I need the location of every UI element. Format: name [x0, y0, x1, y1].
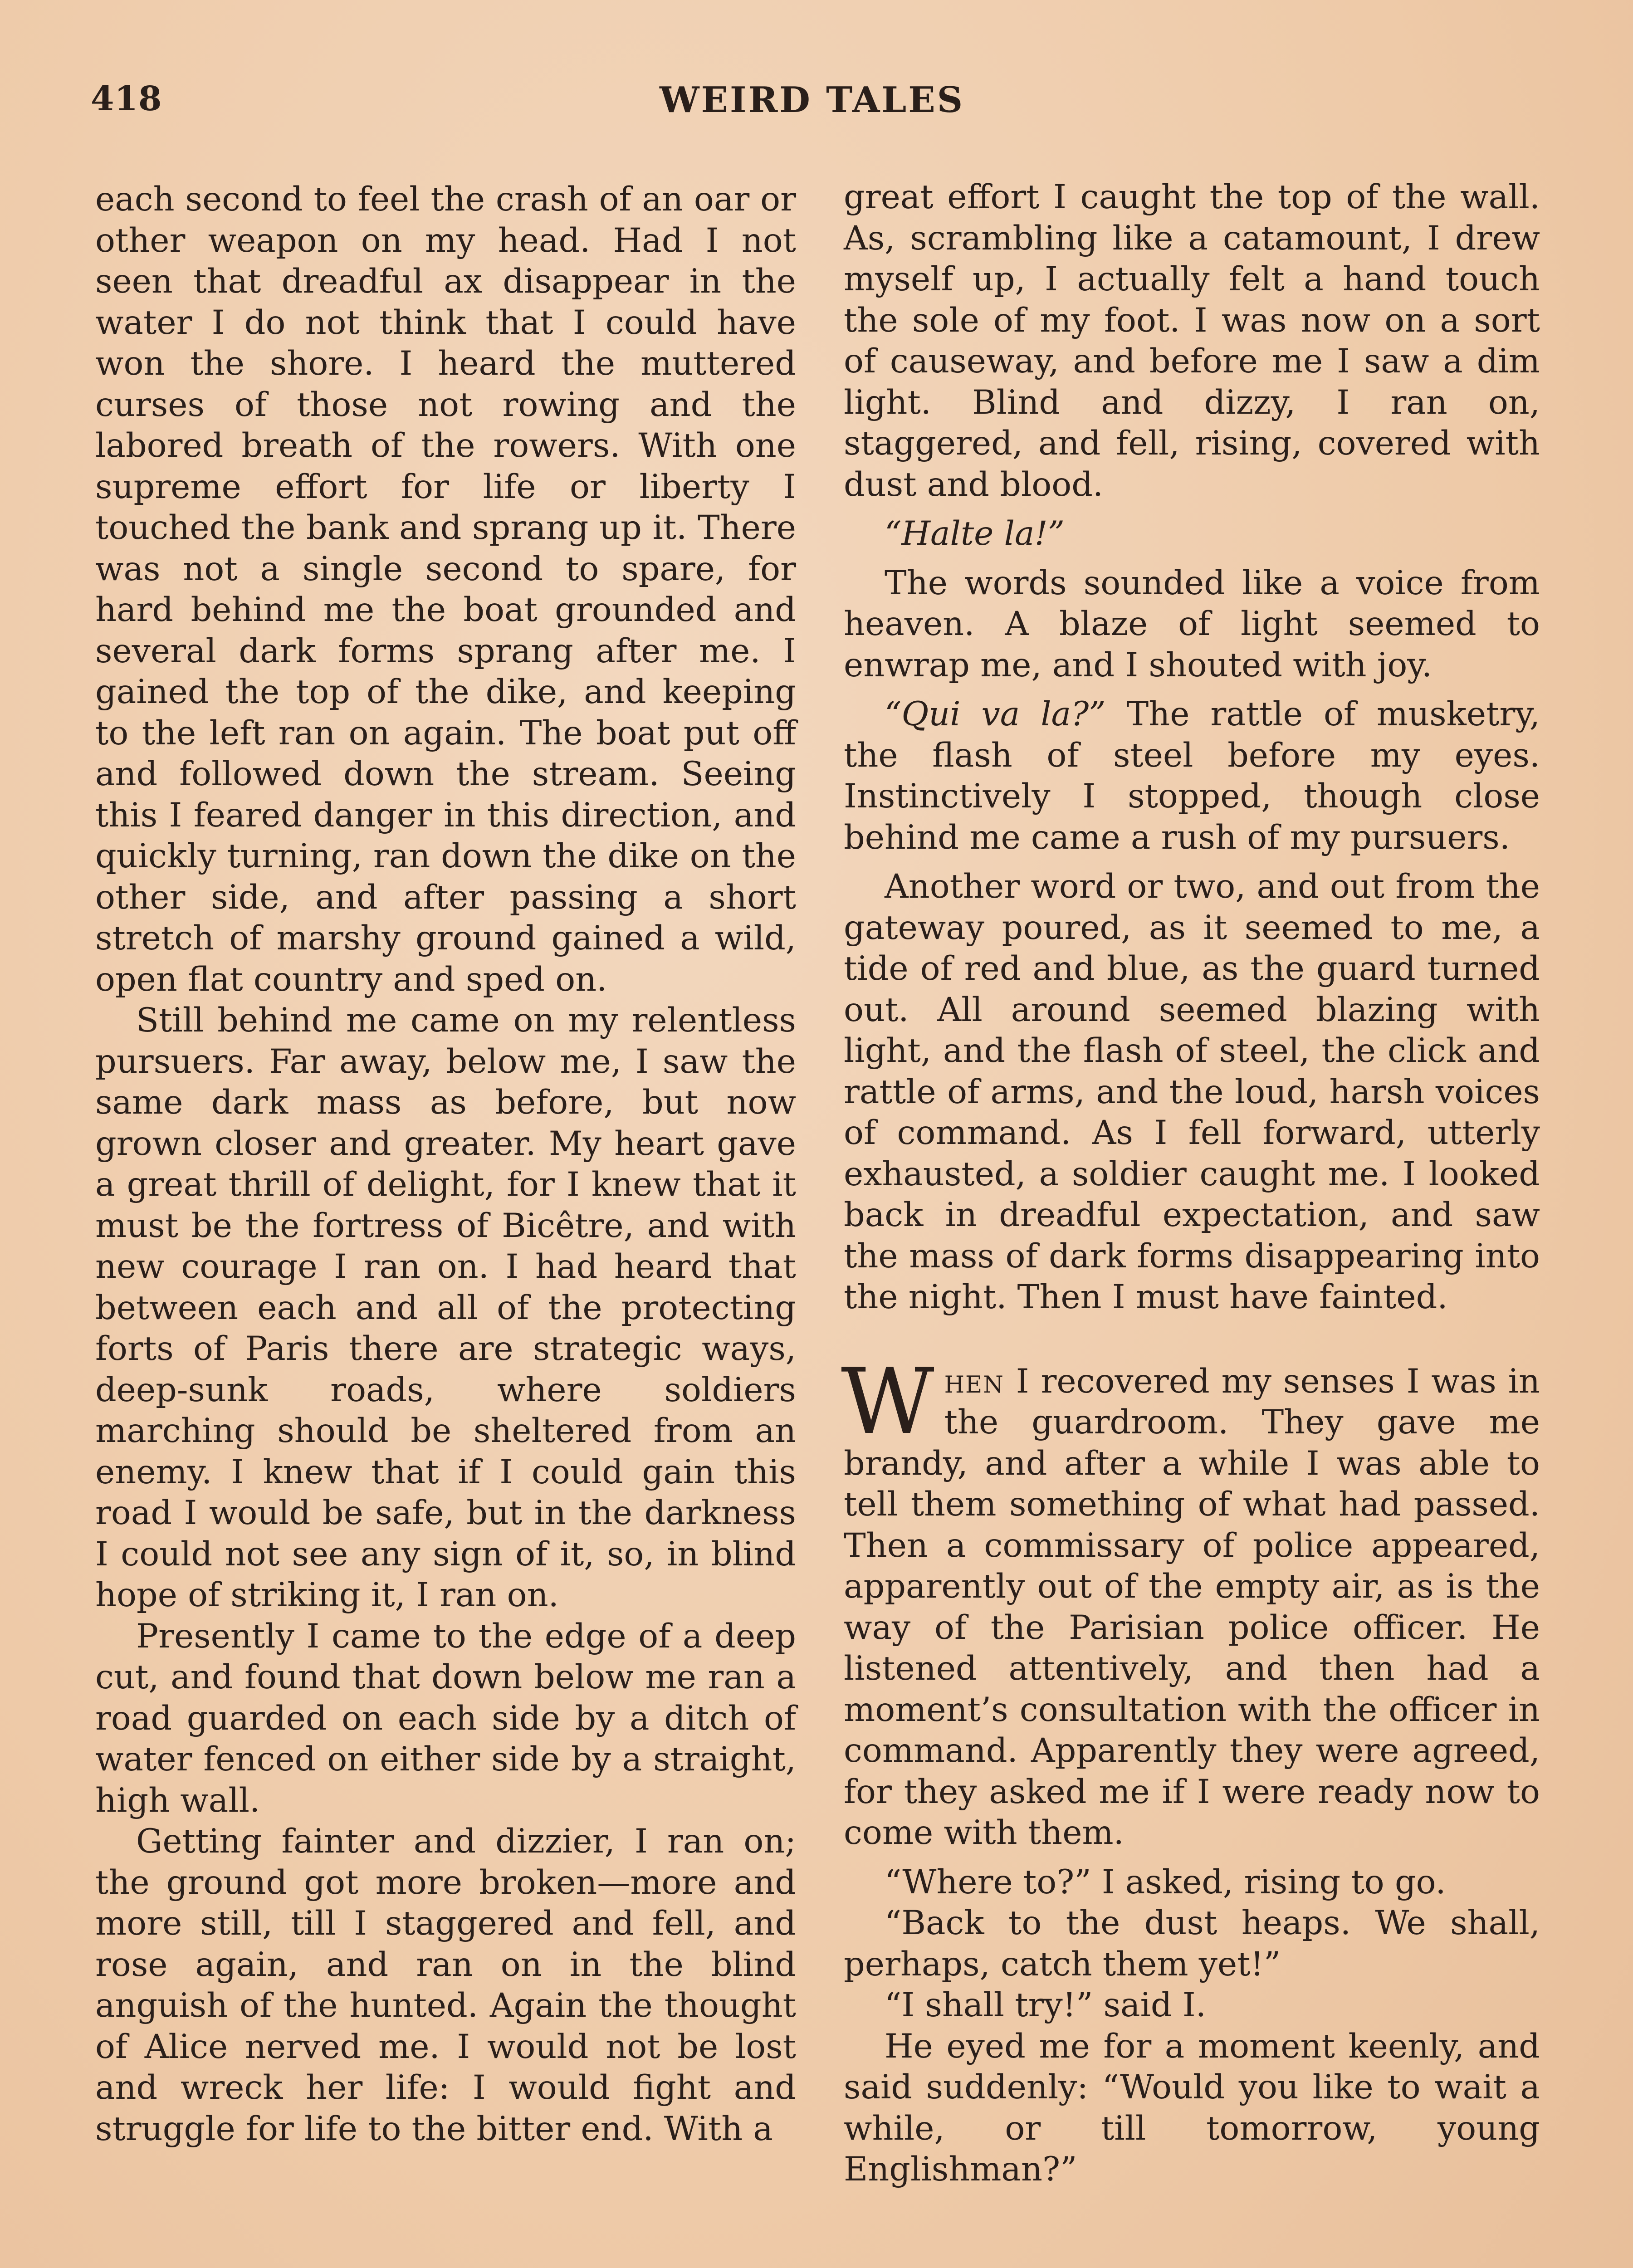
paragraph — [844, 694, 1540, 858]
paragraph: Getting fainter and dizzier, I ran on; the ground got more broken—more and more still, till I staggered and fell, and rose again, and ran on in the blind anguish of the hunted. Again the thought of Alice nerved me. I would not be lost and wreck her life: I would fight and struggle for life to the bitter end. With a — [95, 1822, 796, 2148]
paragraph: Still behind me came on my relentless pursuers. Far away, below me, I saw the same dark mass as before, but now grown closer and greater. My heart gave a great thrill of delight, for I knew that it must be the fortress of Bicêtre, and with new courage I ran on. I had heard that between each and all of the protecting forts of Paris there are strategic ways, deep-sunk roads, where soldiers marching should be sheltered from an enemy. I knew that if I could gain this road I would be safe, but in the darkness I could not see any sign of it, so, in blind hope of striking it, I ran on. — [95, 1001, 796, 1614]
paragraph: Another word or two, and out from the gateway poured, as it seemed to me, a tide of red and blue, as the guard turned out. All around seemed blazing with light, and the flash of steel, the click and rattle of arms, and the loud, harsh voices of command. As I fell forward, utterly exhausted, a soldier caught me. I looked back in dreadful expectation, and saw the mass of dark forms disappearing into the night. Then I must have fainted. — [844, 867, 1540, 1316]
page-number: 418 — [91, 79, 162, 118]
running-title: WEIRD TALES — [659, 79, 965, 121]
small-caps-word: hen — [944, 1362, 1004, 1401]
paragraph: great effort I caught the top of the wall. As, scrambling like a catamount, I drew myself up, I actually felt a hand touch the sole of my foot. I was now on a sort of causeway, and before me I saw a dim light. Blind and dizzy, I ran on, staggered, and fell, rising, covered with dust and blood. — [844, 178, 1540, 504]
paragraph: each second to feel the crash of an oar or other weapon on my head. Had I not seen that dreadful ax disappear in the water I do not think that I could have won the shore. I heard the muttered curses of those not rowing and the labored breath of the rowers. With one supreme effort for life or liberty I touched the bank and sprang up it. There was not a single second to spare, for hard behind me the boat grounded and several dark forms sprang after me. I gained the top of the dike, and keeping to the left ran on again. The boat put off and followed down the stream. Seeing this I feared danger in this direction, and quickly turning, ran down the dike on the other side, and after passing a short stretch of marshy ground gained a wild, open flat country and sped on. — [95, 180, 796, 999]
italic-exclamation — [844, 513, 1540, 555]
paragraph: “Back to the dust heaps. We shall, perhaps, catch them yet!” — [844, 1904, 1540, 1984]
section-break — [844, 1318, 1540, 1361]
drop-cap: W — [841, 1349, 934, 1455]
paragraph-text: The rattle of musketry, the flash of steel before my eyes. Instinctively I stopped, though close behind me came a rush of my pursuers. — [844, 695, 1540, 857]
italic-text: “Qui va la?” — [885, 695, 1106, 733]
paragraph: “Where to?” I asked, rising to go. — [885, 1862, 1446, 1901]
paragraph: Presently I came to the edge of a deep cut, and found that down below me ran a road guarded on each side by a ditch of water fenced on either side by a straight, high wall. — [95, 1617, 796, 1820]
paragraph: He eyed me for a moment keenly, and said suddenly: “Would you like to wait a while, or till tomorrow, young Englishman?” — [844, 2027, 1540, 2189]
paragraph-with-dropcap — [841, 1349, 1540, 1854]
italic-text: “Halte la!” — [885, 514, 1065, 553]
paragraph: “I shall try!” said I. — [885, 1986, 1206, 2024]
page-header — [91, 79, 1533, 129]
paragraph: The words sounded like a voice from heaven. A blaze of light seemed to enwrap me, and I shouted with joy. — [844, 563, 1540, 684]
right-column — [841, 177, 1540, 2190]
paragraph-text: I recovered my senses I was in the guardroom. They gave me brandy, and after a while I was able to tell them something of what had passed. Then a commissary of police appeared, apparently out of the empty air, as is the way of the Parisian police officer. He listened attentively, and then had a moment’s consultation with the officer in command. Apparently they were agreed, for they asked me if I were ready now to come with them. — [844, 1362, 1540, 1852]
left-column — [95, 179, 796, 2150]
